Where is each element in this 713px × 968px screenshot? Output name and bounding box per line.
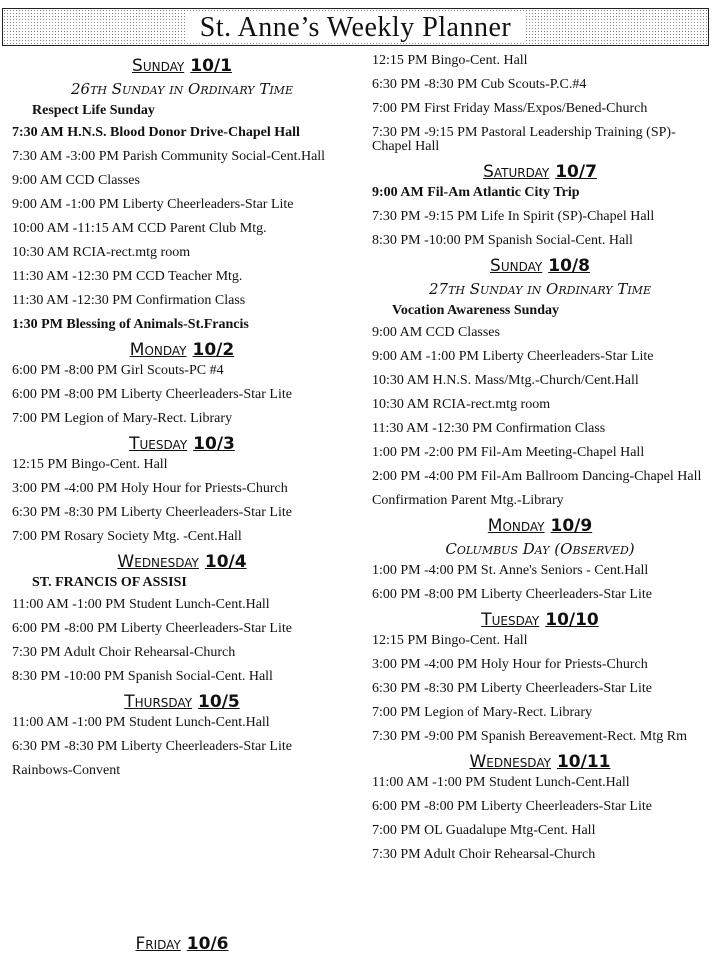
event-item: 7:30 PM -9:15 PM Life In Spirit (SP)-Chapel Hall — [372, 209, 655, 224]
event-item: 11:30 AM -12:30 PM Confirmation Class — [12, 293, 246, 308]
event-item: 8:30 PM -10:00 PM Spanish Social-Cent. Hall — [12, 669, 273, 684]
event-item: 3:00 PM -4:00 PM Holy Hour for Priests-Church — [12, 481, 288, 496]
day-section — [372, 608, 708, 750]
event-item: 6:30 PM -8:30 PM Liberty Cheerleaders-Star Lite — [12, 739, 292, 754]
day-header — [372, 514, 708, 536]
day-section — [12, 54, 352, 338]
event-item: 11:30 AM -12:30 PM Confirmation Class — [372, 421, 606, 436]
day-note: Respect Life Sunday — [32, 103, 155, 118]
title-banner — [2, 8, 709, 46]
day-header — [12, 690, 352, 712]
right-column — [372, 50, 708, 868]
event-item: 1:30 PM Blessing of Animals-St.Francis — [12, 317, 249, 332]
event-item: 9:00 AM CCD Classes — [12, 173, 140, 188]
day-date: 10/4 — [204, 552, 247, 572]
day-date: 10/8 — [548, 256, 590, 276]
event-item: 7:30 AM H.N.S. Blood Donor Drive-Chapel Hall — [12, 125, 300, 140]
day-section — [12, 432, 352, 550]
event-item: 11:00 AM -1:00 PM Student Lunch-Cent.Hall — [12, 597, 270, 612]
day-date: 10/10 — [545, 610, 599, 630]
event-item: 12:15 PM Bingo-Cent. Hall — [12, 457, 168, 472]
event-item: 9:00 AM CCD Classes — [372, 325, 500, 340]
day-date: 10/9 — [550, 516, 593, 536]
day-section — [372, 750, 708, 868]
event-item: 1:00 PM -4:00 PM St. Anne's Seniors - Cent.Hall — [372, 563, 649, 578]
event-item: 1:00 PM -2:00 PM Fil-Am Meeting-Chapel Hall — [372, 445, 645, 460]
event-item: 10:30 AM H.N.S. Mass/Mtg.-Church/Cent.Hall — [372, 373, 639, 388]
event-item: 12:15 PM Bingo-Cent. Hall — [372, 53, 528, 68]
day-note: Vocation Awareness Sunday — [392, 303, 560, 318]
event-item: 11:00 AM -1:00 PM Student Lunch-Cent.Hall — [12, 715, 270, 730]
event-item: 7:30 PM Adult Choir Rehearsal-Church — [372, 847, 596, 862]
event-item: 10:00 AM -11:15 AM CCD Parent Club Mtg. — [12, 221, 267, 236]
page-title: St. Anne’s Weekly Planner — [186, 13, 525, 43]
event-item: Confirmation Parent Mtg.-Library — [372, 493, 564, 508]
liturgical-subtitle: 26th Sunday in Ordinary Time — [71, 80, 293, 98]
event-item: 7:30 PM -9:00 PM Spanish Bereavement-Rect. Mtg Rm — [372, 729, 687, 744]
event-item: 6:00 PM -8:00 PM Liberty Cheerleaders-Star Lite — [372, 799, 652, 814]
event-item: 6:30 PM -8:30 PM Cub Scouts-P.C.#4 — [372, 77, 587, 92]
day-name: Thursday — [124, 692, 193, 712]
day-header-friday — [12, 932, 352, 954]
event-item: 7:00 PM Legion of Mary-Rect. Library — [372, 705, 593, 720]
day-header — [12, 432, 352, 454]
event-item: 6:00 PM -8:00 PM Liberty Cheerleaders-Star Lite — [372, 587, 652, 602]
day-name: Saturday — [483, 162, 550, 182]
event-item: 11:30 AM -12:30 PM CCD Teacher Mtg. — [12, 269, 243, 284]
event-item: 7:00 PM First Friday Mass/Expos/Bened-Church — [372, 101, 648, 116]
day-date: 10/1 — [190, 56, 232, 76]
day-header — [372, 608, 708, 630]
event-item: 7:00 PM Legion of Mary-Rect. Library — [12, 411, 233, 426]
day-header — [12, 550, 352, 572]
day-header — [12, 338, 352, 360]
liturgical-subtitle: Columbus Day (Observed) — [445, 540, 635, 558]
day-header — [372, 750, 708, 772]
day-section — [12, 690, 352, 784]
event-item: 9:00 AM Fil-Am Atlantic City Trip — [372, 185, 580, 200]
day-name: Tuesday — [481, 610, 540, 630]
event-item: 9:00 AM -1:00 PM Liberty Cheerleaders-Star Lite — [372, 349, 654, 364]
day-date: 10/7 — [555, 162, 597, 182]
day-date: 10/11 — [556, 752, 611, 772]
day-section — [12, 550, 352, 690]
day-date: 10/6 — [186, 934, 229, 954]
event-item: 7:30 PM -9:15 PM Pastoral Leadership Training (SP)- Chapel Hall — [372, 125, 676, 154]
day-name: Sunday — [132, 56, 185, 76]
day-note: ST. FRANCIS OF ASSISI — [32, 575, 187, 590]
day-name: Monday — [129, 340, 187, 360]
event-item: 10:30 AM RCIA-rect.mtg room — [12, 245, 191, 260]
day-name: Tuesday — [129, 434, 188, 454]
day-header — [372, 160, 708, 182]
event-item: 6:00 PM -8:00 PM Liberty Cheerleaders-Star Lite — [12, 387, 292, 402]
day-section — [12, 338, 352, 432]
event-item: 12:15 PM Bingo-Cent. Hall — [372, 633, 528, 648]
day-name: Friday — [135, 934, 181, 954]
event-item: 9:00 AM -1:00 PM Liberty Cheerleaders-Star Lite — [12, 197, 294, 212]
event-item: 8:30 PM -10:00 PM Spanish Social-Cent. Hall — [372, 233, 633, 248]
day-section — [372, 254, 708, 514]
event-item: 11:00 AM -1:00 PM Student Lunch-Cent.Hall — [372, 775, 630, 790]
day-header — [372, 254, 708, 276]
event-item: 7:30 PM Adult Choir Rehearsal-Church — [12, 645, 236, 660]
day-section — [372, 50, 708, 160]
event-item: 10:30 AM RCIA-rect.mtg room — [372, 397, 551, 412]
day-date: 10/5 — [198, 692, 240, 712]
event-item: 2:00 PM -4:00 PM Fil-Am Ballroom Dancing-Chapel Hall — [372, 469, 702, 484]
day-name: Monday — [487, 516, 545, 536]
day-name: Wednesday — [469, 752, 551, 772]
event-item: 6:00 PM -8:00 PM Girl Scouts-PC #4 — [12, 363, 224, 378]
liturgical-subtitle: 27th Sunday in Ordinary Time — [429, 280, 651, 298]
day-name: Sunday — [490, 256, 543, 276]
day-date: 10/2 — [192, 340, 235, 360]
event-item: 6:00 PM -8:00 PM Liberty Cheerleaders-Star Lite — [12, 621, 292, 636]
event-item: 7:00 PM Rosary Society Mtg. -Cent.Hall — [12, 529, 242, 544]
event-item: 7:30 AM -3:00 PM Parish Community Social-Cent.Hall — [12, 149, 326, 164]
event-item: 7:00 PM OL Guadalupe Mtg-Cent. Hall — [372, 823, 596, 838]
left-column — [12, 54, 352, 784]
event-item: 3:00 PM -4:00 PM Holy Hour for Priests-Church — [372, 657, 648, 672]
day-date: 10/3 — [193, 434, 235, 454]
event-item: 6:30 PM -8:30 PM Liberty Cheerleaders-Star Lite — [12, 505, 292, 520]
day-section — [372, 160, 708, 254]
event-item: 6:30 PM -8:30 PM Liberty Cheerleaders-Star Lite — [372, 681, 652, 696]
day-header — [12, 54, 352, 76]
day-section — [372, 514, 708, 608]
day-name: Wednesday — [117, 552, 199, 572]
event-item: Rainbows-Convent — [12, 763, 121, 778]
